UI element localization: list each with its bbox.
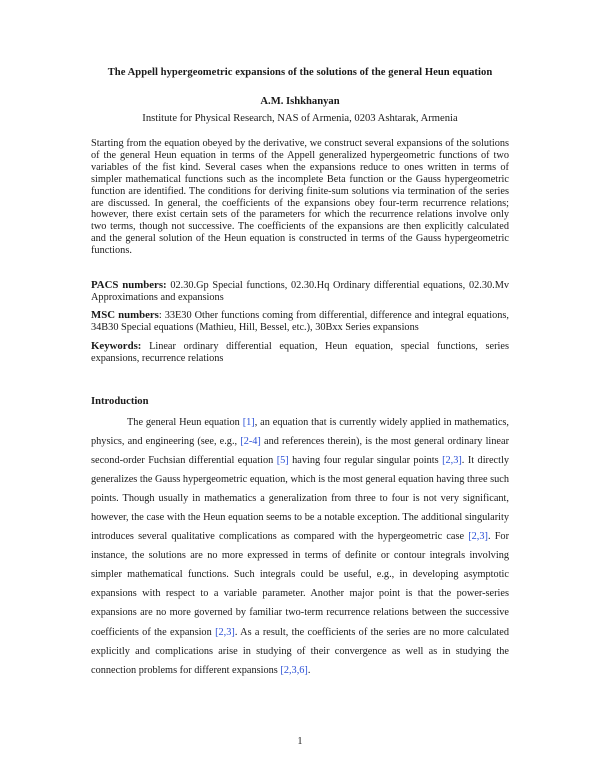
intro-text: , an equation that is currently widely applied in mathematics, physics, and engineering (see, e.g., <box>91 417 509 448</box>
keywords-label: Keywords: <box>91 340 142 352</box>
keywords-text: Linear ordinary differential equation, Heun equation, special functions, series expansions, recurrence relations <box>91 341 509 365</box>
citation-link[interactable]: [2,3] <box>215 626 235 638</box>
introduction-body <box>91 413 509 680</box>
pacs-text: 02.30.Gp Special functions, 02.30.Hq Ordinary differential equations, 02.30.Mv Approximations and expansions <box>91 280 509 304</box>
citation-link[interactable]: [2,3] <box>468 531 488 543</box>
intro-text: having four regular singular points <box>288 455 443 467</box>
pacs-label: PACS numbers: <box>91 279 167 291</box>
msc-text: : 33E30 Other functions coming from differential, difference and integral equations, 34B30 Special equations (Mathieu, Hill, Bessel, etc.), 30Bxx Series expansions <box>91 310 509 334</box>
page-number: 1 <box>297 736 303 747</box>
pacs-numbers <box>91 279 509 304</box>
intro-text: . It directly generalizes the Gauss hypergeometric equation, which is the most general equation having three such points. Though usually in mathematics a generalization from three to four is not very significant, however, the case with the Heun equation seems to be a notable exception. The additional singularity introduces several qualitative complications as compared with the hypergeometric case <box>91 455 509 543</box>
citation-link[interactable]: [2,3,6] <box>280 664 308 676</box>
msc-label: MSC numbers <box>91 309 159 321</box>
citation-link[interactable]: [5] <box>276 455 289 467</box>
intro-text: . For instance, the solutions are no more expressed in terms of definite or contour integrals involving simpler mathematical functions. Such integrals could be useful, e.g., in developing asymptotic expansions with respect to a variable parameter. Another major point is that the power-series expansions are no more governed by familiar two-term recurrence relations between the successive coefficients of the expansion <box>91 531 510 638</box>
paper-author: A.M. Ishkhanyan <box>260 96 340 107</box>
section-heading-introduction: Introduction <box>91 396 149 407</box>
msc-numbers <box>91 309 509 334</box>
author-affiliation: Institute for Physical Research, NAS of Armenia, 0203 Ashtarak, Armenia <box>142 113 458 124</box>
introduction-paragraph <box>91 413 509 680</box>
intro-text: . As a result, the coefficients of the series are no more calculated explicitly and complications arise in studying of their convergence as well as in studying the connection problems for different expansions <box>91 626 510 676</box>
intro-text: . <box>307 664 311 676</box>
keywords <box>91 340 509 365</box>
citation-link[interactable]: [2-4] <box>240 436 261 448</box>
intro-text: and references therein), is the most general ordinary linear second-order Fuchsian differential equation <box>91 436 510 467</box>
citation-link[interactable]: [1] <box>242 417 255 428</box>
intro-text: The general Heun equation <box>127 417 243 428</box>
citation-link[interactable]: [2,3] <box>442 455 462 467</box>
paper-title: The Appell hypergeometric expansions of the solutions of the general Heun equation <box>107 67 493 78</box>
abstract: Starting from the equation obeyed by the derivative, we construct several expansions of the solutions of the general Heun equation in terms of the Appell generalized hypergeometric functions of two variables of the fist kind. Several cases when the expansions reduce to ones written in terms of simpler mathematical functions such as the incomplete Beta function or the Gauss hypergeometric function are identified. The conditions for deriving finite-sum solutions via termination of the series are discussed. In general, the coefficients of the expansions obey four-term recurrence relations; however, there exist certain sets of the parameters for which the recurrence relations involve only two terms, though not successive. The coefficients of the expansions are then explicitly calculated and the general solution of the Heun equation is constructed in terms of the Gauss hypergeometric functions. <box>91 138 509 257</box>
